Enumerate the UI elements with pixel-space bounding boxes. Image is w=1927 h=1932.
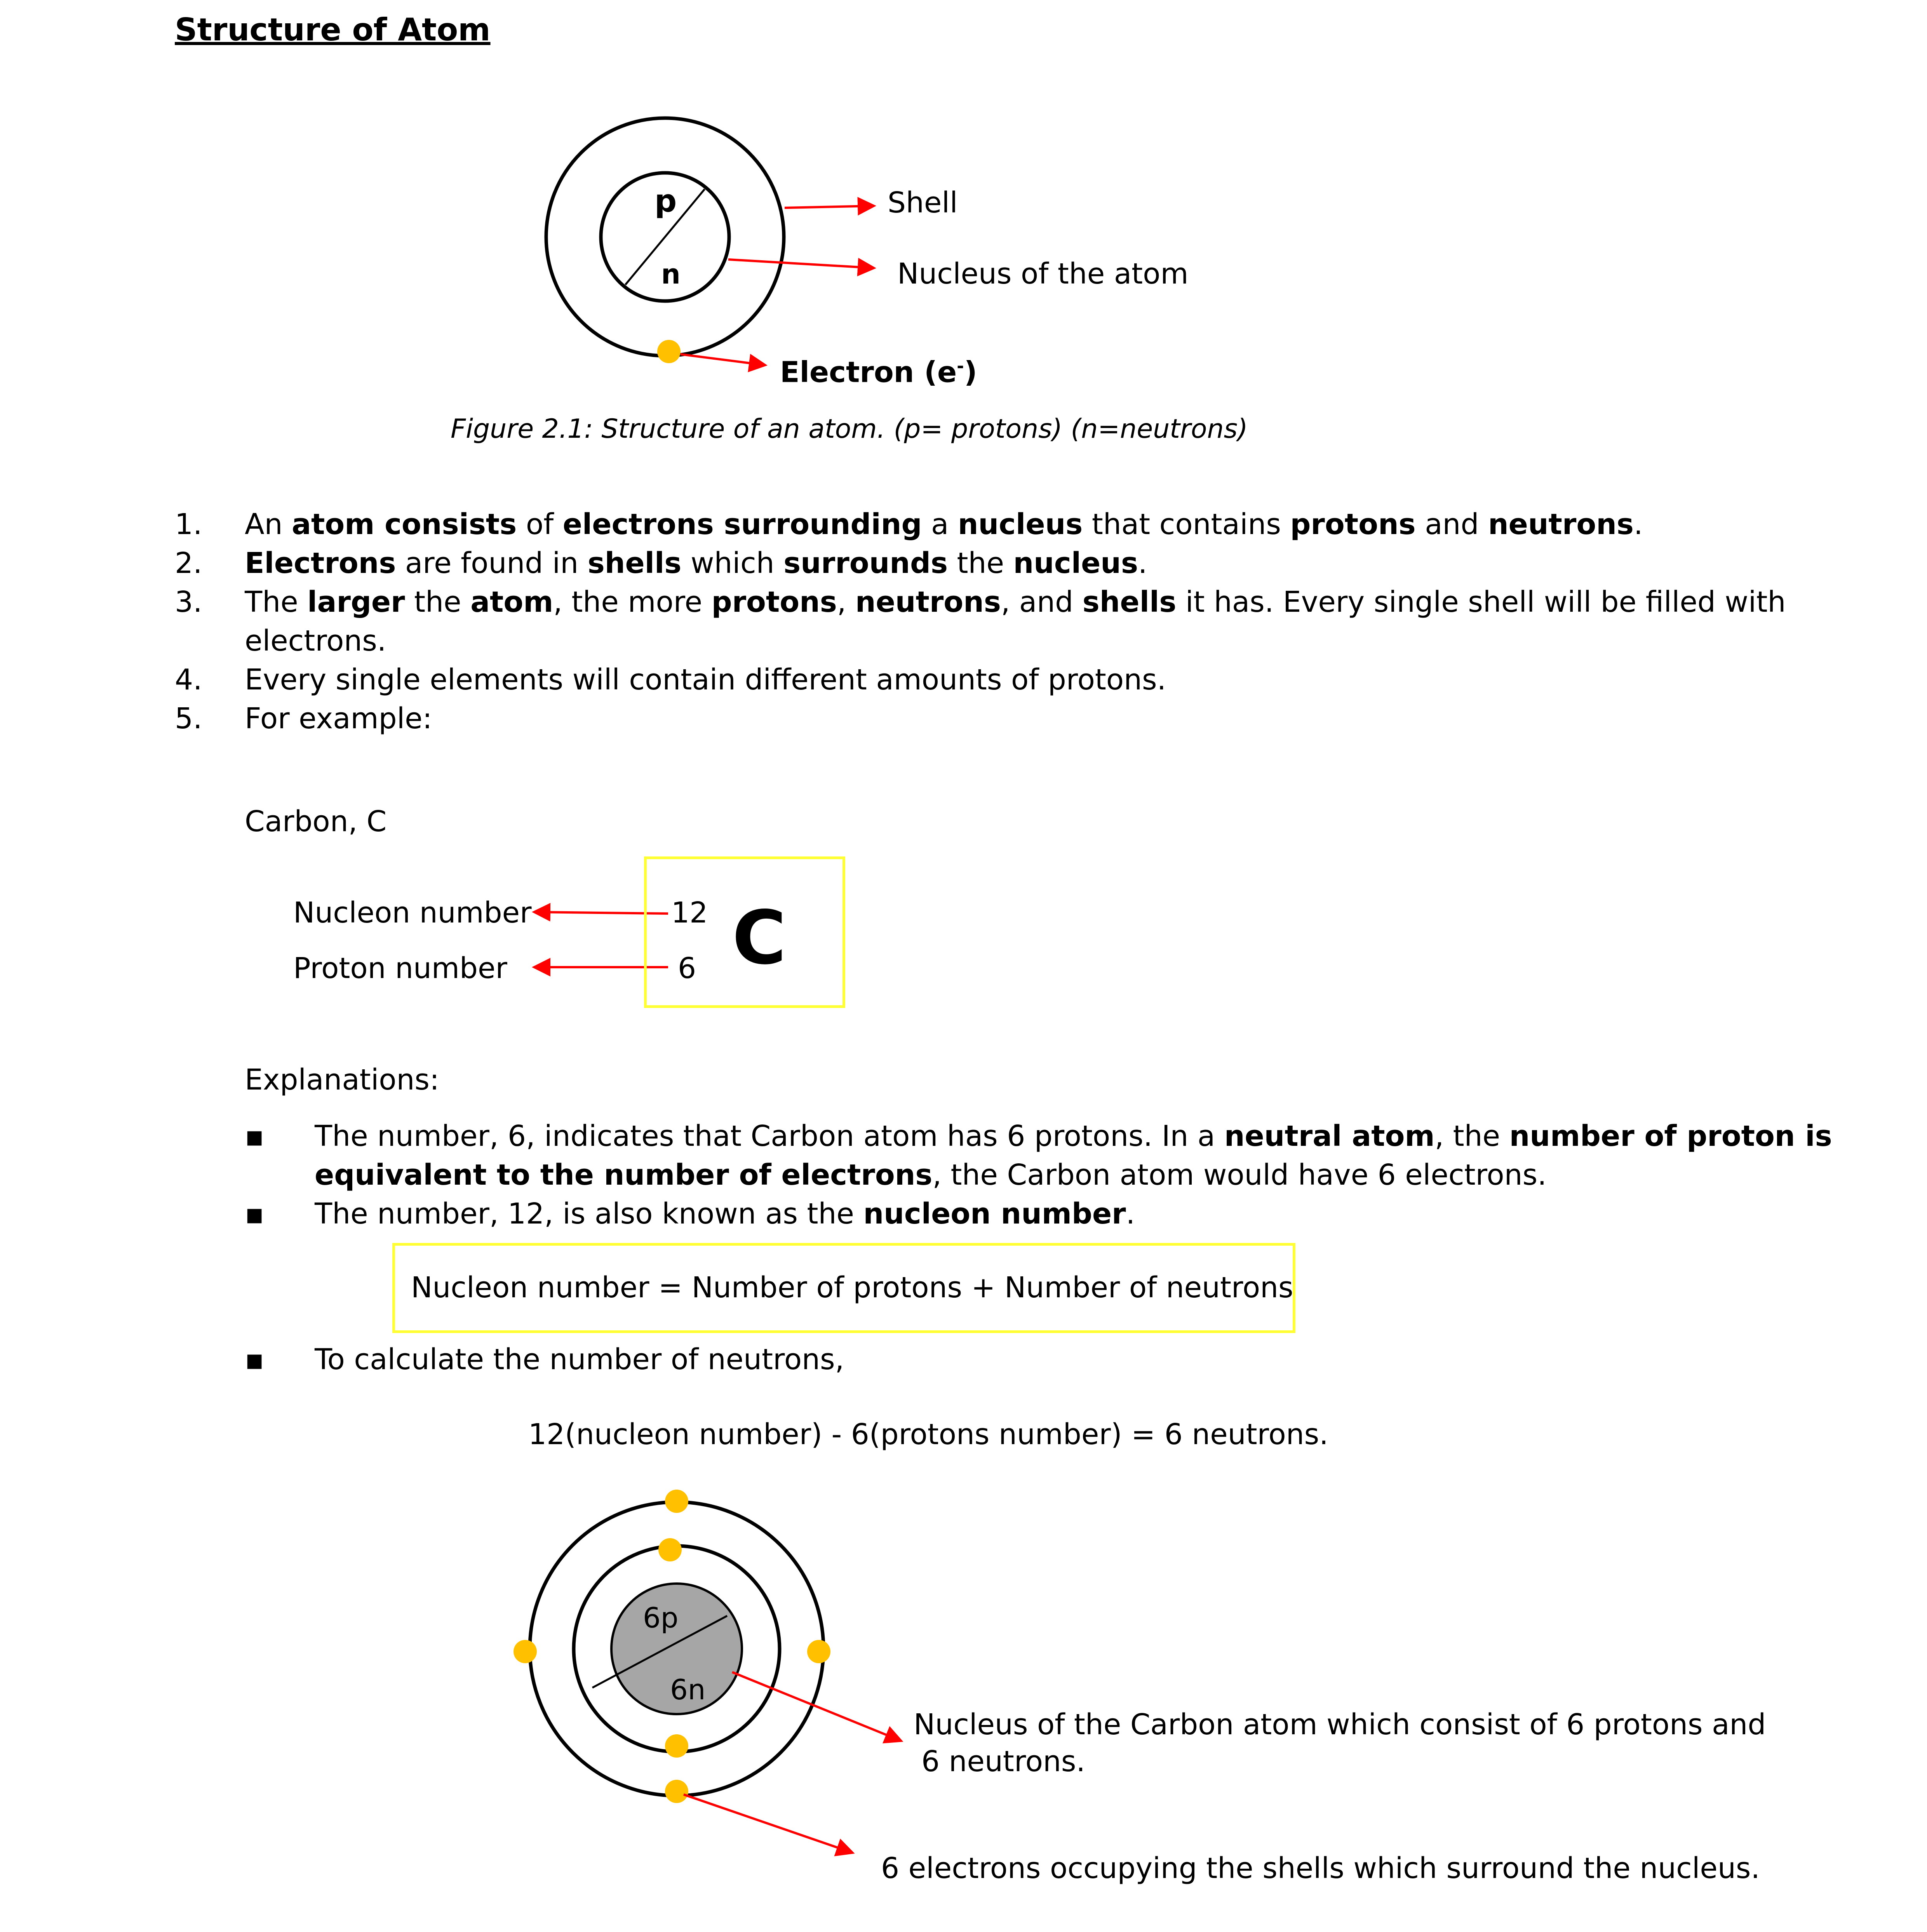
bold-text: protons xyxy=(711,585,837,619)
text-run: The number, 6, indicates that Carbon atom has 6 protons. In a xyxy=(315,1119,1224,1153)
list-text xyxy=(245,544,1147,583)
shell-label: Shell xyxy=(888,186,958,219)
neutron-calculation: 12(nucleon number) - 6(protons number) = 6 neutrons. xyxy=(528,1418,1328,1451)
electron-dot xyxy=(665,1780,688,1803)
list-number: 2. xyxy=(175,547,202,580)
formula-text: Nucleon number = Number of protons + Number of neutrons xyxy=(411,1271,1293,1304)
bold-text: nucleon number xyxy=(863,1197,1126,1231)
list-number: 4. xyxy=(175,663,202,696)
page-title: Structure of Atom xyxy=(175,12,491,48)
list-number: 3. xyxy=(175,585,202,619)
text-run: and xyxy=(1415,508,1488,541)
list-number: 1. xyxy=(175,508,202,541)
text-run: , the xyxy=(1434,1119,1509,1153)
text-run: The xyxy=(245,585,308,619)
neutron-label: n xyxy=(661,258,681,290)
proton-number-label: Proton number xyxy=(293,952,507,985)
carbon-nucleus-label-line2: 6 neutrons. xyxy=(921,1745,1085,1778)
nucleus-arrow xyxy=(728,259,874,268)
nucleon-number-label: Nucleon number xyxy=(293,896,532,929)
explanations-heading: Explanations: xyxy=(245,1063,439,1097)
bold-text: electrons surrounding xyxy=(562,508,922,541)
bold-text: shells xyxy=(1082,585,1177,619)
text-run: the xyxy=(405,585,471,619)
carbon-heading: Carbon, C xyxy=(245,805,387,838)
electron-dot xyxy=(665,1490,688,1513)
bold-text: larger xyxy=(307,585,405,619)
text-run: , the more xyxy=(553,585,712,619)
figure-caption: Figure 2.1: Structure of an atom. (p= protons) (n=neutrons) xyxy=(451,414,1248,444)
electron-dot xyxy=(665,1734,688,1758)
proton-label: p xyxy=(655,183,677,219)
electron-dot xyxy=(658,1538,682,1561)
bold-text: surrounds xyxy=(783,547,948,580)
bold-text: protons xyxy=(1290,508,1416,541)
list-text xyxy=(245,699,432,738)
nucleus-label: Nucleus of the atom xyxy=(897,257,1189,291)
carbon-atom-figure xyxy=(514,1490,901,1853)
electrons-label: 6 electrons occupying the shells which surround the nucleus. xyxy=(881,1852,1760,1885)
carbon-symbol: C xyxy=(732,895,787,981)
text-run: Every single elements will contain different amounts of protons. xyxy=(245,663,1166,696)
carbon-proton-label: 6p xyxy=(643,1601,679,1634)
bold-text: nucleus xyxy=(1013,547,1138,580)
text-run: are found in xyxy=(396,547,588,580)
bold-text: nucleus xyxy=(957,508,1083,541)
text-run: which xyxy=(681,547,784,580)
nucleon-value: 12 xyxy=(671,896,708,929)
electron-arrow xyxy=(681,354,765,365)
carbon-nucleus-arrow xyxy=(732,1672,901,1741)
electron-dot xyxy=(514,1640,537,1663)
list-text: electrons. xyxy=(245,624,386,658)
bold-text: Electrons xyxy=(245,547,396,580)
list-number: 5. xyxy=(175,702,202,735)
bullet-icon: ▪ xyxy=(245,1343,265,1376)
electron-dot xyxy=(807,1640,830,1663)
text-run: a xyxy=(922,508,958,541)
text-run: it has. Every single shell will be filled with xyxy=(1176,585,1786,619)
electrons-arrow xyxy=(684,1794,853,1853)
text-run: . xyxy=(1633,508,1643,541)
text-run: , the Carbon atom would have 6 electrons. xyxy=(932,1158,1547,1192)
bold-text: atom xyxy=(470,585,554,619)
bold-text: neutrons xyxy=(855,585,1001,619)
text-run: the xyxy=(948,547,1013,580)
text-run: , and xyxy=(1001,585,1083,619)
bullet-icon: ▪ xyxy=(245,1119,265,1153)
proton-value: 6 xyxy=(678,952,696,985)
list-text xyxy=(245,660,1166,699)
carbon-nucleus-label-line1: Nucleus of the Carbon atom which consist of 6 protons and xyxy=(914,1708,1766,1741)
bold-text: shells xyxy=(587,547,682,580)
bold-text: neutrons xyxy=(1488,508,1634,541)
text-run: , xyxy=(837,585,855,619)
text-run: The number, 12, is also known as the xyxy=(315,1197,863,1231)
bold-text: equivalent to the number of electrons xyxy=(315,1158,933,1192)
list-text xyxy=(245,583,1786,621)
text-run: that contains xyxy=(1083,508,1290,541)
bullet-icon: ▪ xyxy=(245,1197,265,1231)
text-run: For example: xyxy=(245,702,432,735)
carbon-neutron-label: 6n xyxy=(670,1673,706,1706)
electron-label: Electron (e-) xyxy=(780,355,977,389)
bold-text: atom consists xyxy=(292,508,517,541)
list-text xyxy=(245,505,1643,544)
text-run: . xyxy=(1126,1197,1135,1231)
electron-dot xyxy=(657,340,681,363)
atom-figure xyxy=(546,118,874,365)
shell-arrow xyxy=(785,206,874,208)
bold-text: neutral atom xyxy=(1224,1119,1435,1153)
text-run: An xyxy=(245,508,292,541)
text-run: of xyxy=(517,508,563,541)
bold-text: number of proton is xyxy=(1509,1119,1832,1153)
text-run: . xyxy=(1138,547,1147,580)
